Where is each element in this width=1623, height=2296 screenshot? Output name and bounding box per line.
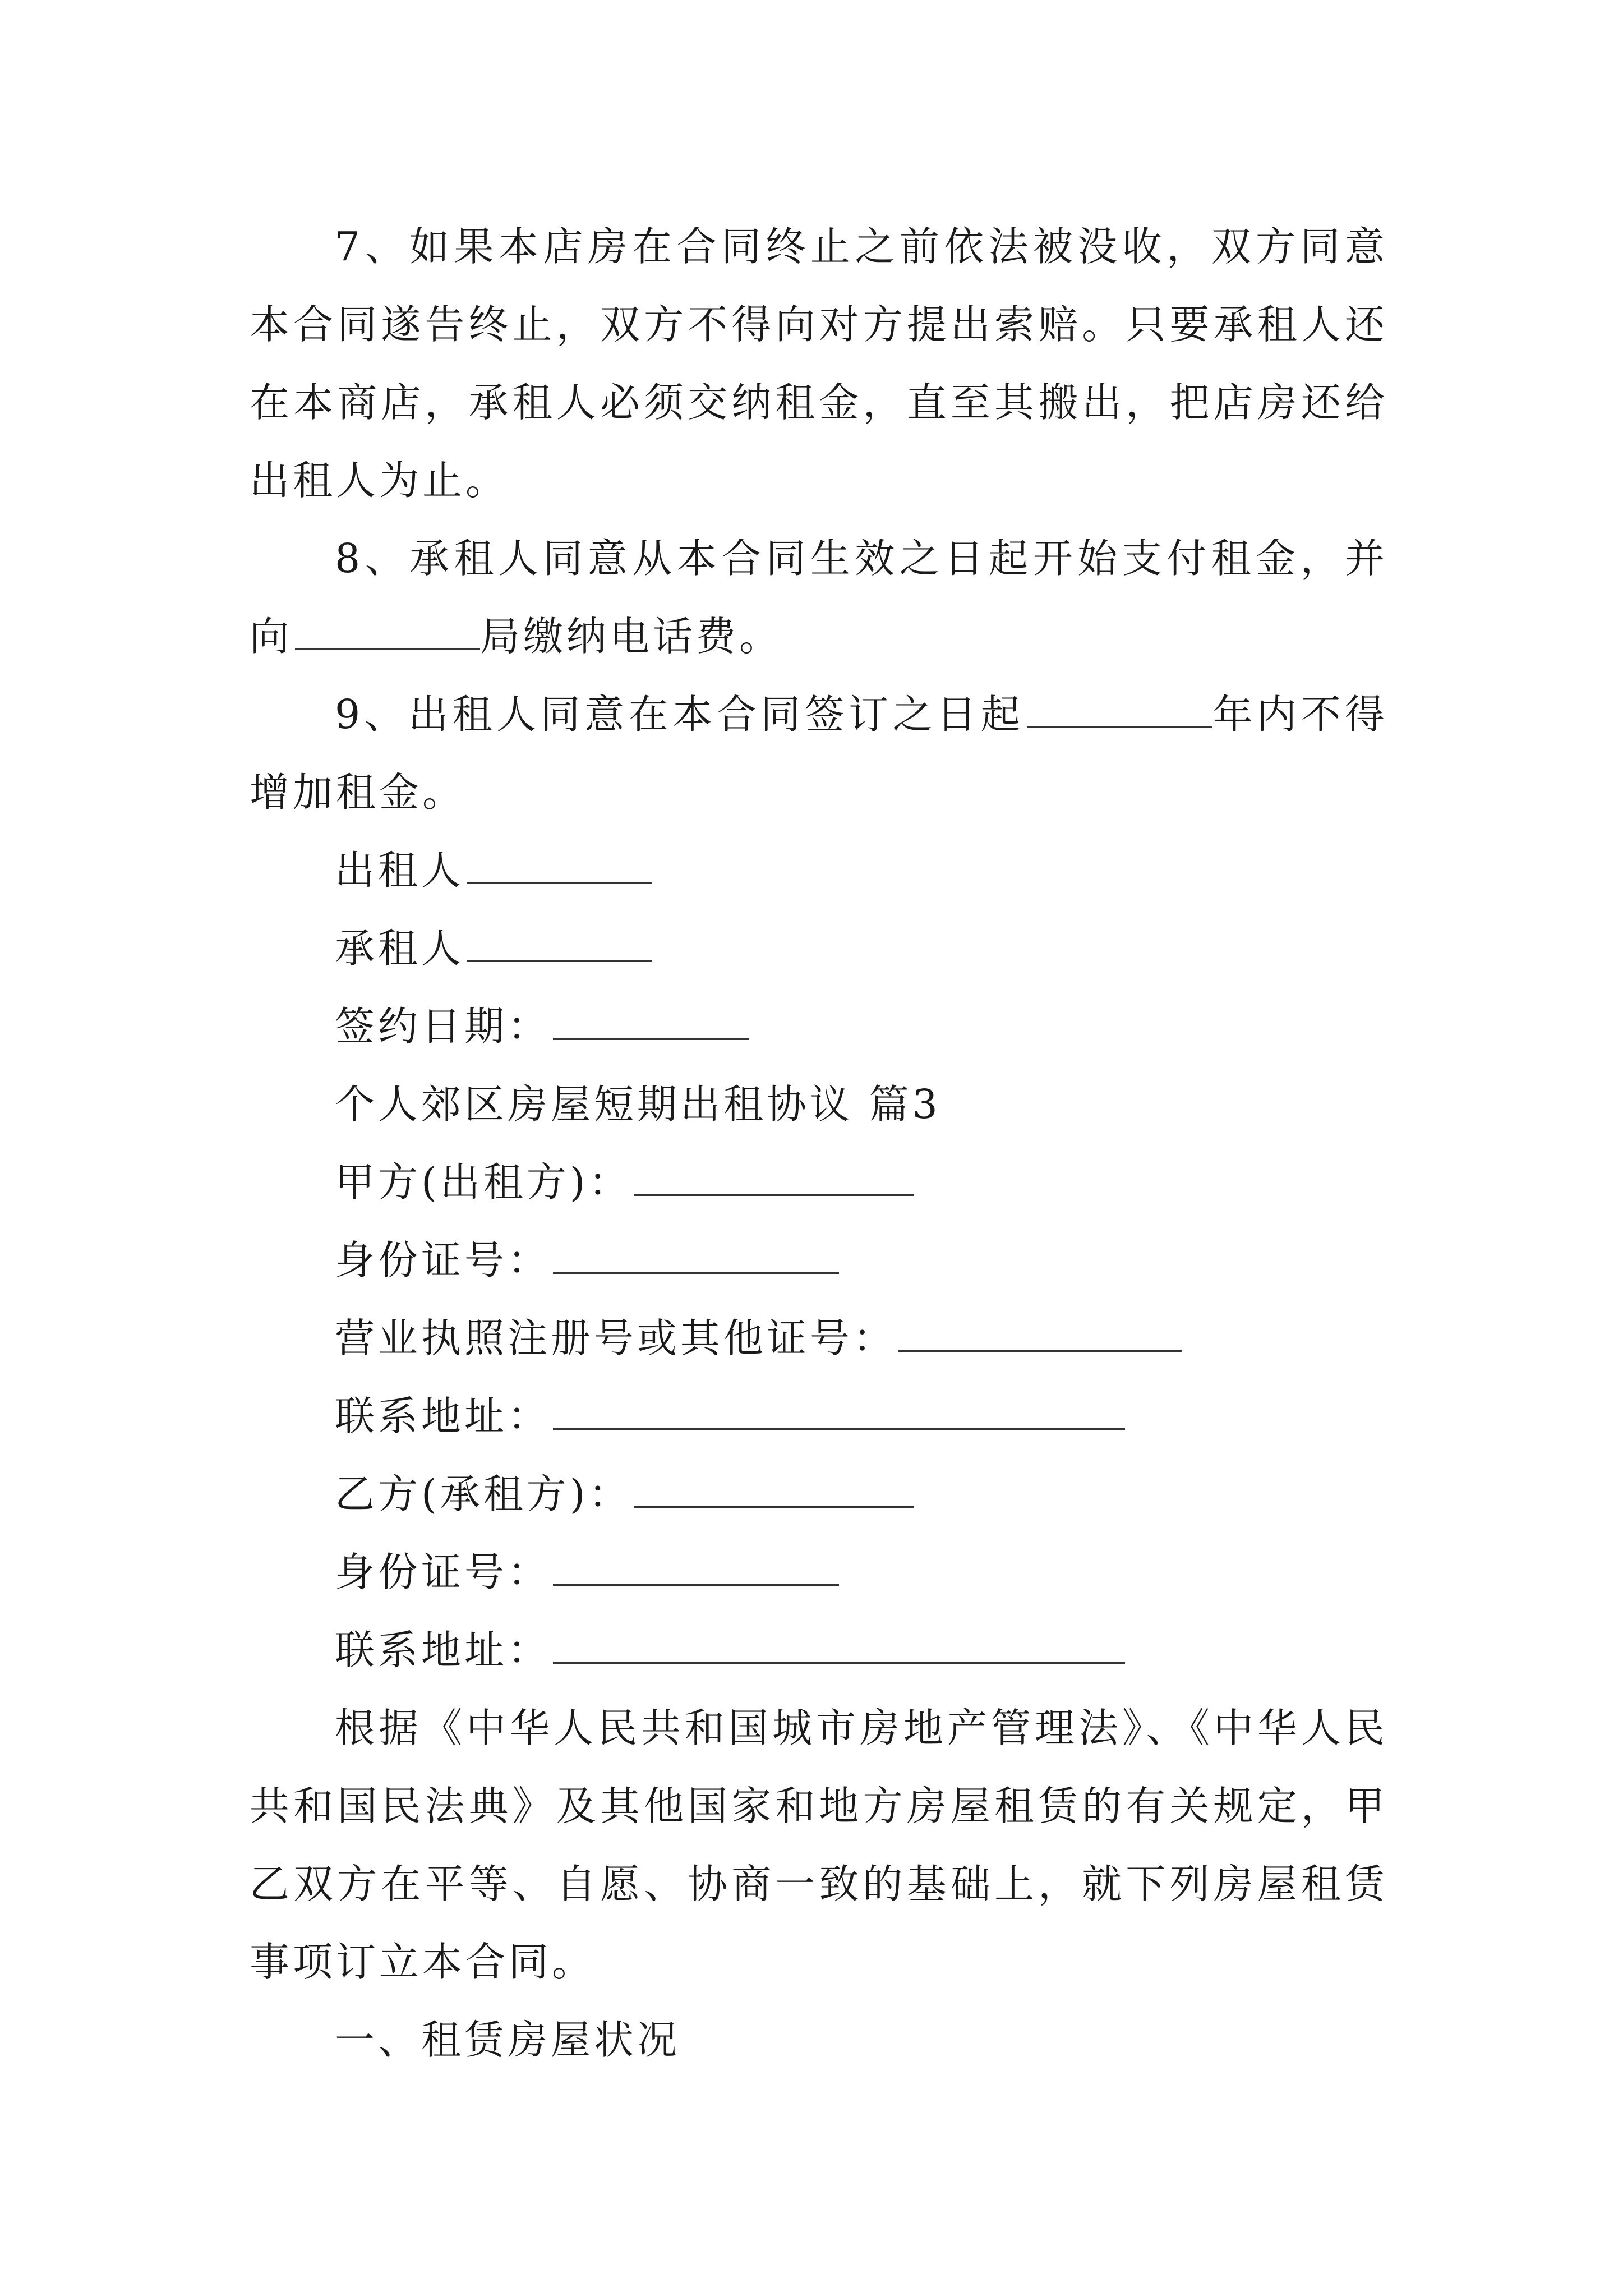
party-a-license-blank[interactable] [898, 1315, 1182, 1352]
party-a-license-line [250, 1299, 1388, 1377]
party-b-line [250, 1455, 1388, 1533]
lessor-signature-line [250, 831, 1388, 909]
clause-8-text-end: 局缴纳电话费。 [480, 613, 783, 660]
lessee-blank[interactable] [467, 926, 652, 962]
clause-9-paragraph [250, 675, 1388, 831]
party-b-address-line [250, 1611, 1388, 1689]
party-b-address-label: 联系地址： [335, 1627, 551, 1673]
party-a-line [250, 1143, 1388, 1221]
party-a-id-blank[interactable] [553, 1237, 839, 1274]
preamble-paragraph: 根据《中华人民共和国城市房地产管理法》、《中华人民共和国民法典》及其他国家和地方房屋租赁的有关规定，甲乙双方在平等、自愿、协商一致的基础上，就下列房屋租赁事项订立本合同。 [250, 1705, 1388, 1985]
section-title: 个人郊区房屋短期出租协议 篇3 [335, 1081, 941, 1128]
sign-date-blank[interactable] [553, 1004, 749, 1040]
sign-date-line [250, 987, 1388, 1065]
party-b-label: 乙方(承租方)： [335, 1471, 632, 1517]
party-b-id-line [250, 1533, 1388, 1611]
rent-freeze-years-blank[interactable] [1027, 692, 1212, 728]
party-b-id-blank[interactable] [553, 1549, 839, 1586]
party-b-address-blank[interactable] [553, 1627, 1125, 1664]
phone-bureau-blank[interactable] [295, 614, 480, 650]
lessee-signature-line [250, 909, 1388, 987]
party-a-blank[interactable] [634, 1159, 914, 1196]
party-a-address-label: 联系地址： [335, 1393, 551, 1439]
party-b-blank[interactable] [634, 1471, 914, 1508]
document-body [250, 208, 1388, 2079]
clause-7-paragraph: 7、如果本店房在合同终止之前依法被没收，双方同意本合同遂告终止，双方不得向对方提出索赔。只要承租人还在本商店，承租人必须交纳租金，直至其搬出，把店房还给出租人为止。 [250, 223, 1388, 504]
clause-9-text-end: 年内不得增加租金。 [250, 691, 1388, 816]
party-a-address-line [250, 1377, 1388, 1455]
clause-9-text-start: 9、出租人同意在本合同签订之日起 [335, 691, 1025, 738]
lessor-blank[interactable] [467, 848, 652, 884]
party-a-address-blank[interactable] [553, 1393, 1125, 1430]
clause-8-text-start: 8、承租人同意从本合同生效之日起开始支付租金，并向 [250, 535, 1388, 660]
clause-8-paragraph [250, 519, 1388, 675]
party-a-license-label: 营业执照注册号或其他证号： [335, 1315, 897, 1361]
party-b-id-label: 身份证号： [335, 1549, 551, 1595]
lessee-label: 承租人 [335, 925, 465, 972]
party-a-id-line [250, 1221, 1388, 1299]
party-a-label: 甲方(出租方)： [335, 1159, 632, 1205]
party-a-id-label: 身份证号： [335, 1237, 551, 1283]
clause-1-title: 一、租赁房屋状况 [335, 2017, 681, 2063]
sign-date-label: 签约日期： [335, 1003, 551, 1050]
lessor-label: 出租人 [335, 847, 465, 894]
